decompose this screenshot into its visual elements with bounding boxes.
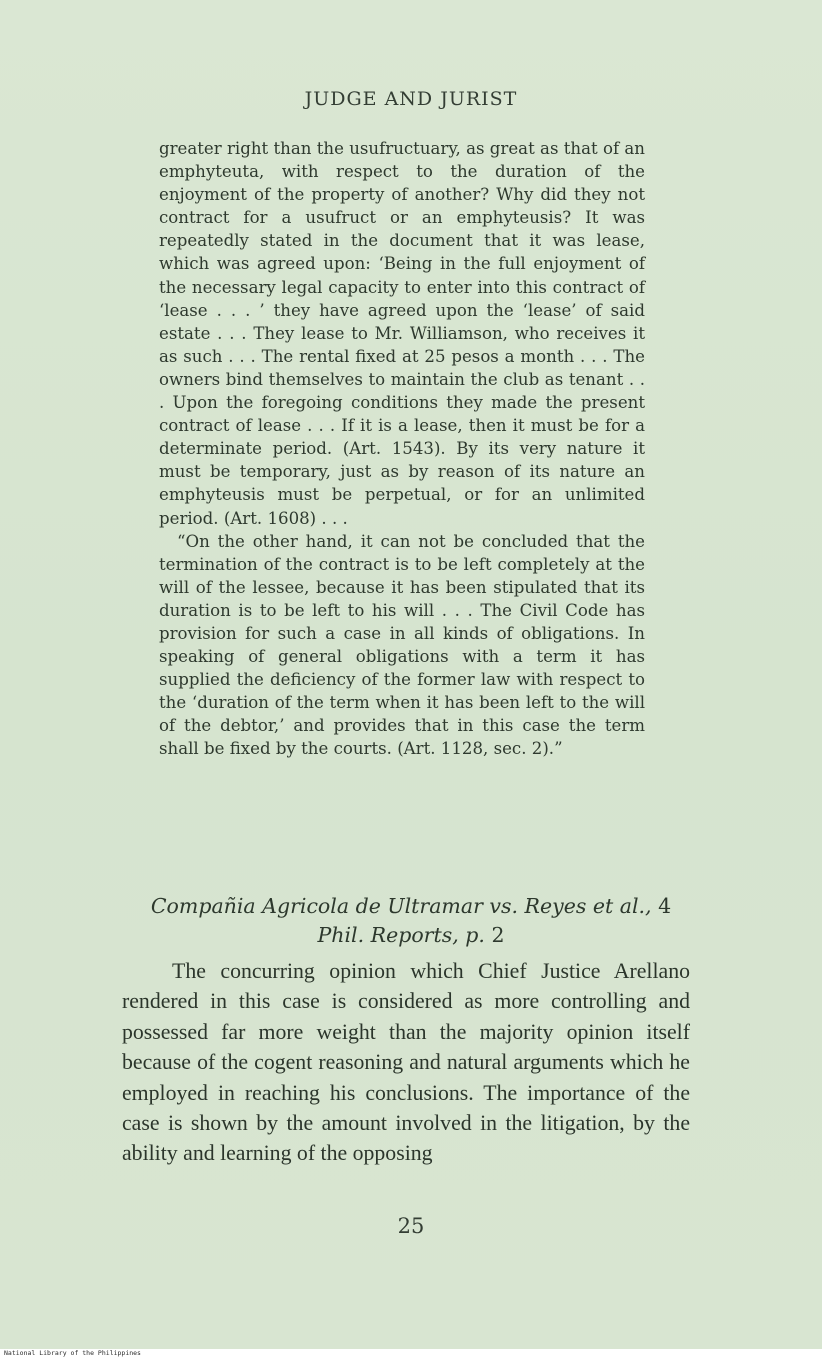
case-page: 2 [491,923,505,947]
case-volume: 4 [658,894,672,918]
case-reporter: Phil. Reports, p. [317,923,485,947]
running-head: JUDGE AND JURIST [304,88,518,110]
body-text [122,956,690,1169]
body-paragraph: The concurring opinion which Chief Justice Arellano rendered in this case is considered as more controlling and possessed far more weight than the majority opinion itself because of the cogent reasoning and natural arguments which he employed in reaching his conclusions. The importance of the case is shown by the amount involved in the litigation, by the ability and learning of the opposing [122,959,690,1166]
case-heading [130,892,692,950]
library-watermark: National Library of the Philippines [4,1349,141,1357]
page-number: 25 [397,1214,425,1238]
block-quotation [159,137,645,761]
quote-paragraph: greater right than the usufructuary, as great as that of an emphyteuta, with respect to the duration of the enjoyment of the property of another? Why did they not contract for a usufruct or an emphyteusis? It was repeatedly stated in the document that it was lease, which was agreed upon: ‘Being in the full enjoyment of the necessary legal capacity to enter into this contract of ‘lease . . . ’ they have agreed upon the ‘lease’ of said estate . . . They lease to Mr. Williamson, who receives it as such . . . The rental fixed at 25 pesos a month . . . The owners bind themselves to maintain the club as tenant . . . Upon the foregoing conditions they made the present contract of lease . . . If it is a lease, then it must be for a determinate period. (Art. 1543). By its very nature it must be temporary, just as by reason of its nature an emphyteusis must be perpetual, or for an unlimited period. (Art. 1608) . . . [159,139,645,528]
case-name: Compañia Agricola de Ultramar vs. Reyes et al., [150,894,652,918]
quote-paragraph: “On the other hand, it can not be concluded that the termination of the contract is to be left completely at the will of the lessee, because it has been stipulated that its duration is to be left to his will . . . The Civil Code has provision for such a case in all kinds of obligations. In speaking of general obligations with a term it has supplied the deficiency of the former law with respect to the ‘duration of the term when it has been left to the will of the debtor,’ and provides that in this case the term shall be fixed by the courts. (Art. 1128, sec. 2).” [159,531,645,759]
